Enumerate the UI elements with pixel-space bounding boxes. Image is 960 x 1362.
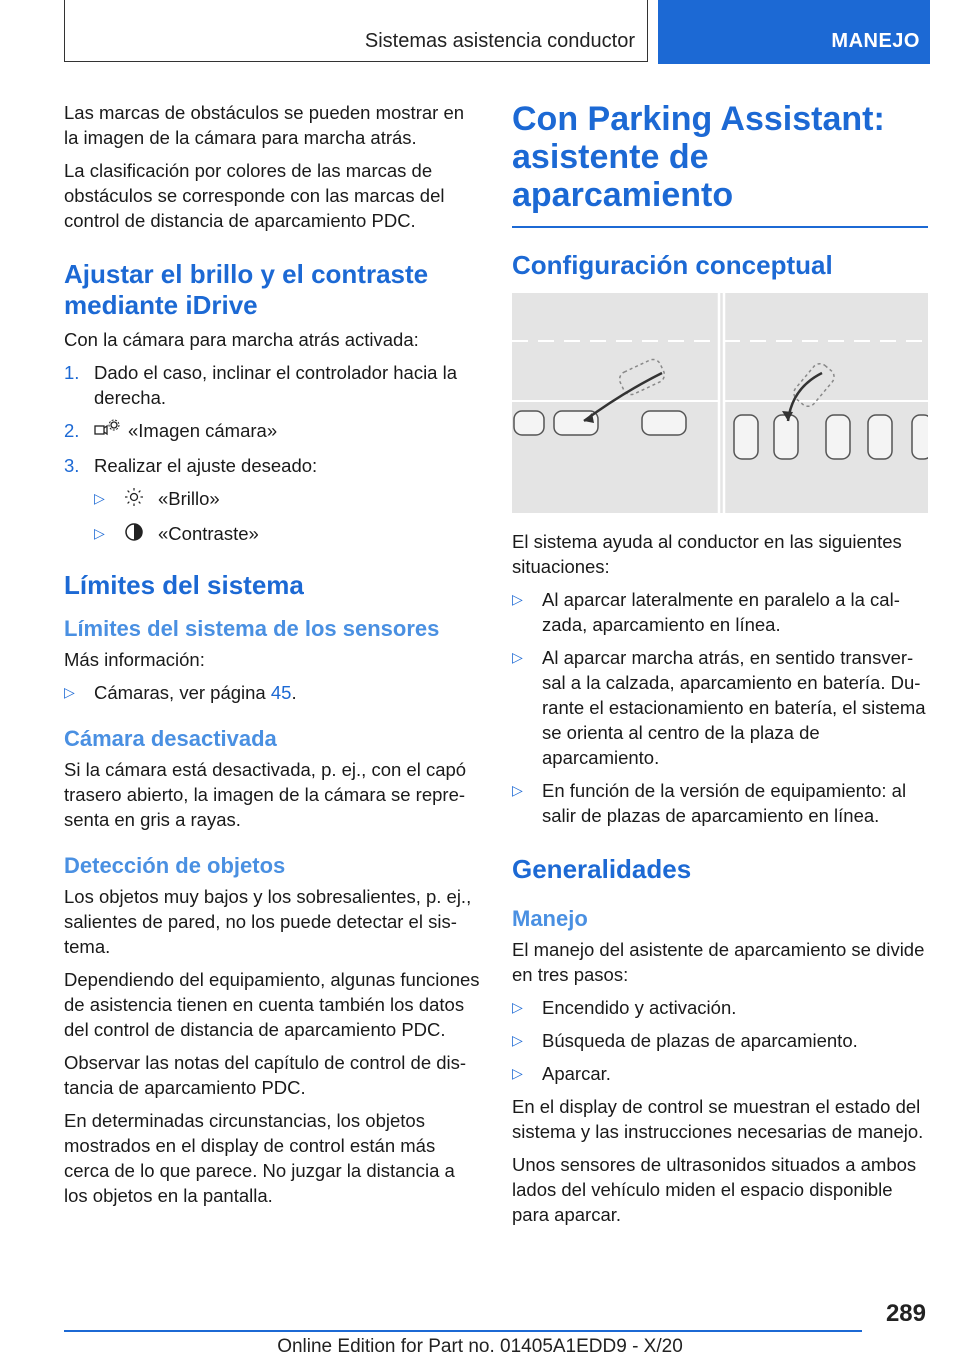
heading-underline [512, 226, 928, 228]
paragraph: El sistema ayuda al conductor en las siguientes situaciones: [512, 531, 902, 577]
parking-diagram [512, 293, 928, 513]
list-text: Al aparcar lateralmente en paralelo a la calzada, aparcamiento en línea. [542, 589, 900, 635]
step-number: 1. [64, 362, 80, 383]
step-number: 3. [64, 455, 80, 477]
paragraph: Dependiendo del equipamiento, algunas funciones de asistencia tienen en cuenta también los datos del control de distancia de aparcamiento PDC. [64, 969, 480, 1041]
option-text: «Brillo» [158, 488, 220, 510]
contrast-icon [124, 522, 150, 548]
list-text: Aparcar. [542, 1063, 611, 1084]
triangle-bullet-icon: ▷ [512, 591, 523, 607]
triangle-bullet-icon: ▷ [512, 999, 523, 1015]
adjust-options-list [94, 486, 480, 548]
heading-desactivada: Cámara desactivada [64, 726, 277, 752]
paragraph: Más información: [64, 649, 205, 671]
step-text: Realizar el ajuste deseado: [94, 455, 318, 477]
header-title-box [64, 0, 648, 62]
list-item [512, 778, 928, 828]
cameras-list [64, 680, 480, 705]
sun-icon [124, 487, 150, 513]
step-text: Dado el caso, inclinar el controlador hacia la derecha. [94, 362, 458, 408]
paragraph: Con la cámara para marcha atrás activada: [64, 329, 419, 350]
option-text: «Contraste» [158, 523, 259, 545]
triangle-bullet-icon: ▷ [512, 649, 523, 665]
step-text: «Imagen cámara» [128, 420, 278, 441]
list-item [512, 645, 928, 770]
page-header [64, 0, 930, 64]
list-text: Búsqueda de plazas de aparcamiento. [542, 1030, 858, 1051]
right-column [512, 100, 928, 1235]
heading-parking: Con Parking Assistant: asistente de aparcamiento [512, 100, 885, 214]
heading-sensores: Límites del sistema de los sensores [64, 616, 440, 642]
left-column [64, 100, 480, 1216]
paragraph: El manejo del asistente de aparcamiento se divide en tres pasos: [512, 939, 925, 985]
list-text: Cámaras, ver página [94, 682, 271, 704]
paragraph: La clasificación por colores de las marcas de obstáculos se corresponde con las marcas del control de distancia de aparcamiento PDC. [64, 160, 445, 231]
list-text: Al aparcar marcha atrás, en sentido transversal a la calzada, aparcamiento en batería. Durante el estacionamiento en batería, el sistema se orienta al centro de la plaza de aparcamiento. [542, 647, 926, 768]
paragraph: Unos sensores de ultrasonidos situados a ambos lados del vehículo miden el espacio disponible para aparcar. [512, 1154, 917, 1225]
list-item [512, 1061, 928, 1086]
camera-settings-icon [94, 419, 120, 445]
paragraph: Las marcas de obstáculos se pueden mostrar en la imagen de la cámara para marcha atrás. [64, 102, 465, 148]
triangle-bullet-icon: ▷ [512, 1032, 523, 1048]
list-item [512, 1028, 928, 1053]
footer-divider [64, 1330, 862, 1332]
edition-footer: Online Edition for Part no. 01405A1EDD9 - X/20 [277, 1336, 683, 1357]
paragraph: En el display de control se muestran el estado del sistema y las instrucciones necesarias de manejo. [512, 1096, 924, 1142]
heading-deteccion: Detección de objetos [64, 853, 286, 879]
list-text: Encendido y activación. [542, 997, 737, 1018]
list-text: En función de la versión de equipamiento: al salir de plazas de aparcamiento en línea. [542, 780, 907, 826]
step-number: 2. [64, 420, 80, 441]
option-brillo [94, 486, 480, 513]
heading-brillo: Ajustar el brillo y el contraste mediante iDrive [64, 259, 429, 320]
section-label: MANEJO [831, 30, 920, 52]
situations-list [512, 587, 928, 828]
step-item [64, 418, 480, 445]
list-item [64, 680, 480, 705]
chapter-title: Sistemas asistencia conductor [364, 30, 635, 52]
option-contraste [94, 521, 480, 548]
steps-list [512, 995, 928, 1086]
list-item [512, 995, 928, 1020]
paragraph: Los objetos muy bajos y los sobresalientes, p. ej., salientes de pared, no los puede detectar el sistema. [64, 886, 472, 958]
step-item [64, 360, 480, 410]
heading-limites: Límites del sistema [64, 570, 304, 601]
paragraph: Observar las notas del capítulo de control de distancia de aparcamiento PDC. [64, 1052, 467, 1099]
list-punctuation: . [291, 682, 297, 704]
paragraph: En determinadas circunstancias, los objetos mostrados en el display de control están más cerca de lo que parece. No juzgar la distancia a los objetos en la pantalla. [64, 1110, 455, 1207]
page-number: 289 [885, 1300, 926, 1327]
triangle-bullet-icon: ▷ [94, 490, 105, 507]
triangle-bullet-icon: ▷ [94, 525, 105, 542]
triangle-bullet-icon: ▷ [512, 782, 523, 798]
triangle-bullet-icon: ▷ [512, 1065, 523, 1081]
step-item [64, 453, 480, 478]
steps-list [64, 360, 480, 478]
section-tab [658, 0, 930, 64]
triangle-bullet-icon: ▷ [64, 684, 75, 701]
heading-generalidades: Generalidades [512, 854, 692, 884]
heading-manejo: Manejo [512, 906, 588, 931]
page-link[interactable]: 45 [270, 682, 292, 704]
list-item [512, 587, 928, 637]
heading-config: Configuración conceptual [512, 250, 833, 280]
paragraph: Si la cámara está desactivada, p. ej., con el capó trasero abierto, la imagen de la cámara se representa en gris a rayas. [64, 759, 467, 831]
